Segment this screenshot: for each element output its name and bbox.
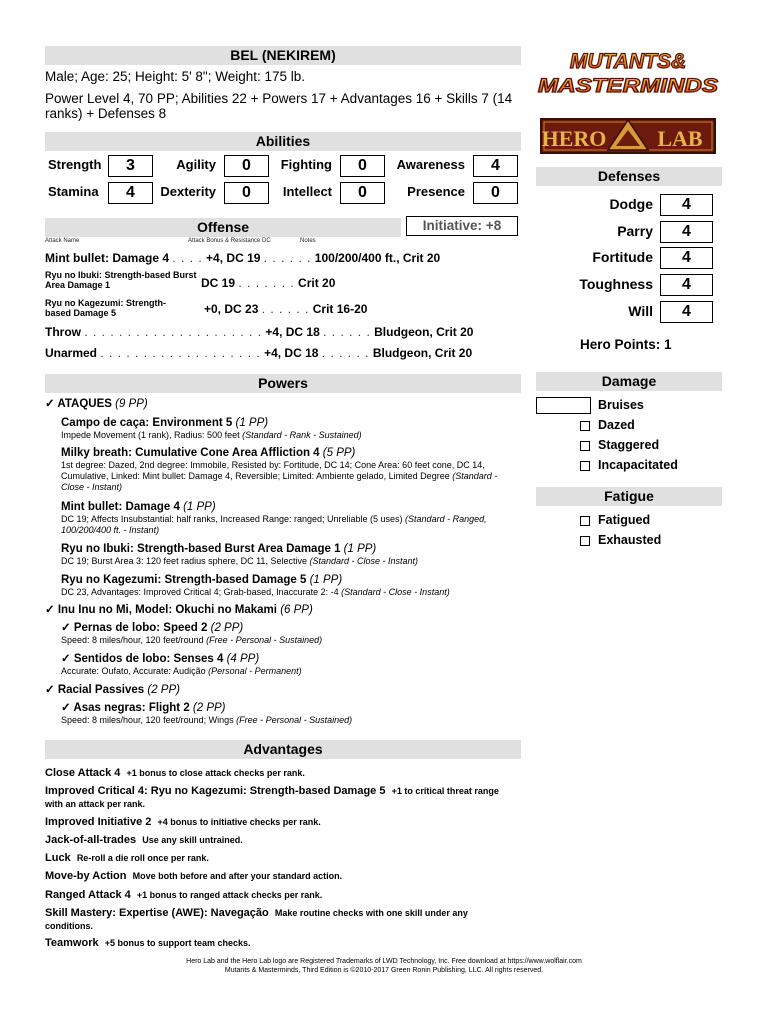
powers-header: Powers xyxy=(45,374,521,393)
power-title: ✓ Inu Inu no Mi, Model: Okuchi no Makami xyxy=(45,604,277,616)
hero-points: Hero Points: 1 xyxy=(580,337,672,352)
power-desc: DC 23, Advantages: Improved Critical 4; Grab-based, Inaccurate 2: -4 xyxy=(61,587,339,597)
advantage-item xyxy=(45,767,515,780)
col-notes: Notes xyxy=(300,238,316,244)
advantage-item xyxy=(45,852,515,865)
defense-value-toughness: 4 xyxy=(660,274,713,296)
ability-value-fighting: 0 xyxy=(340,155,385,177)
power-cost: (5 PP) xyxy=(322,447,356,459)
power-item xyxy=(61,652,521,677)
advantage-item xyxy=(45,834,515,847)
attack-notes: Bludgeon, Crit 20 xyxy=(372,346,473,360)
advantage-name: Move-by Action xyxy=(45,870,127,882)
attack-bonus: +0, DC 23 xyxy=(204,302,259,316)
attack-name: Ryu no Ibuki: Strength-based Burst Area Damage 1 xyxy=(45,270,197,290)
attack-row xyxy=(201,276,335,290)
checkbox-exhausted[interactable] xyxy=(580,536,590,546)
power-group xyxy=(45,397,525,411)
character-name: BEL (NEKIREM) xyxy=(45,46,521,65)
checkbox-staggered[interactable] xyxy=(580,441,590,451)
power-cost: (1 PP) xyxy=(343,543,377,555)
advantage-desc: +5 bonus to support team checks. xyxy=(104,938,251,948)
advantage-name: Close Attack 4 xyxy=(45,767,121,779)
power-action: (Personal - Permanent) xyxy=(208,666,302,676)
character-bio: Male; Age: 25; Height: 5' 8"; Weight: 175 lb. xyxy=(45,69,306,84)
attack-name: Unarmed xyxy=(45,346,98,360)
advantage-name: Skill Mastery: Expertise (AWE): Navegação xyxy=(45,907,269,919)
power-cost: (2 PP) xyxy=(147,684,180,696)
defense-label-will: Will xyxy=(628,303,653,319)
advantage-item xyxy=(45,816,515,829)
attack-row xyxy=(45,251,525,265)
condition-exhausted: Exhausted xyxy=(598,533,662,547)
logo-text-masterminds: MASTERMINDS xyxy=(538,76,719,97)
condition-dazed: Dazed xyxy=(598,418,635,432)
ability-label-awareness: Awareness xyxy=(396,157,465,172)
advantage-desc: +1 bonus to ranged attack checks per rank. xyxy=(136,890,323,900)
power-desc: Accurate: Oufato, Accurate: Audição xyxy=(61,666,206,676)
ability-label-dexterity: Dexterity xyxy=(160,184,216,199)
power-cost: (1 PP) xyxy=(309,574,343,586)
condition-fatigued: Fatigued xyxy=(598,513,651,527)
attack-bonus: +4, DC 19 xyxy=(206,251,261,265)
attack-row xyxy=(204,302,367,316)
power-desc: Speed: 8 miles/hour, 120 feet/round; Wings xyxy=(61,715,234,725)
ability-label-agility: Agility xyxy=(176,157,216,172)
defense-value-parry: 4 xyxy=(660,221,713,243)
defense-value-dodge: 4 xyxy=(660,194,713,216)
defense-value-will: 4 xyxy=(660,301,713,323)
power-cost: (2 PP) xyxy=(210,622,244,634)
advantage-desc: Use any skill untrained. xyxy=(142,835,243,845)
col-attack-bonus: Attack Bonus & Resistance DC xyxy=(188,238,271,244)
power-item xyxy=(61,542,521,567)
power-action: (Standard - Ranged, 100/200/400 ft. - Instant) xyxy=(61,514,487,535)
abilities-header: Abilities xyxy=(45,132,521,151)
power-title: ✓ Sentidos de lobo: Senses 4 xyxy=(61,653,224,665)
advantage-item xyxy=(45,907,515,933)
attack-name: Ryu no Kagezumi: Strength-based Damage 5 xyxy=(45,298,166,318)
mutants-masterminds-logo xyxy=(535,46,721,98)
power-desc: DC 19; Burst Area 3: 120 feet radius sphere, DC 11, Selective xyxy=(61,556,307,566)
ability-value-agility: 0 xyxy=(224,155,269,177)
advantage-name: Teamwork xyxy=(45,937,99,949)
power-item xyxy=(61,573,521,598)
advantage-desc: Re-roll a die roll once per rank. xyxy=(76,853,209,863)
fatigue-header: Fatigue xyxy=(536,487,722,506)
ability-label-presence: Presence xyxy=(407,184,465,199)
power-group xyxy=(45,683,525,697)
damage-header: Damage xyxy=(536,372,722,391)
checkbox-fatigued[interactable] xyxy=(580,516,590,526)
power-cost: (1 PP) xyxy=(235,417,269,429)
advantage-name: Luck xyxy=(45,852,71,864)
advantage-item xyxy=(45,785,515,811)
logo-text-lab: LAB xyxy=(657,126,703,151)
power-action: (Standard - Rank - Sustained) xyxy=(242,430,362,440)
attack-dots: . . . . . . xyxy=(323,325,371,339)
advantage-desc: +4 bonus to initiative checks per rank. xyxy=(157,817,321,827)
attack-dots: . . . . . . xyxy=(321,346,370,360)
attack-row xyxy=(45,346,525,360)
hero-lab-logo xyxy=(540,116,716,156)
attack-dots: . . . . . . xyxy=(263,251,312,265)
defense-label-toughness: Toughness xyxy=(579,276,653,292)
power-title: Ryu no Kagezumi: Strength-based Damage 5 xyxy=(61,574,307,586)
attack-bonus: +4, DC 18 xyxy=(265,325,320,339)
power-desc: DC 19; Affects Insubstantial: half ranks, Increased Range: ranged; Unreliable (5 uses) xyxy=(61,514,403,524)
power-title: Mint bullet: Damage 4 xyxy=(61,501,180,513)
power-action: (Free - Personal - Sustained) xyxy=(206,635,323,645)
defense-label-fortitude: Fortitude xyxy=(592,249,653,265)
power-item xyxy=(61,500,521,536)
ability-value-strength: 3 xyxy=(108,155,153,177)
power-desc: Impede Movement (1 rank), Radius: 500 feet xyxy=(61,430,240,440)
offense-header: Offense xyxy=(45,218,401,237)
power-desc: Speed: 8 miles/hour, 120 feet/round xyxy=(61,635,204,645)
attack-bonus: +4, DC 18 xyxy=(264,346,319,360)
advantage-name: Jack-of-all-trades xyxy=(45,834,137,846)
ability-value-intellect: 0 xyxy=(340,182,385,204)
ability-value-awareness: 4 xyxy=(473,155,518,177)
advantage-desc: +1 to critical threat range with an attack per rank. xyxy=(45,786,499,809)
attack-notes: Crit 16-20 xyxy=(312,302,368,316)
condition-staggered: Staggered xyxy=(598,438,660,452)
power-level-summary: Power Level 4, 70 PP; Abilities 22 + Powers 17 + Advantages 16 + Skills 7 (14 ranks) + Defenses 8 xyxy=(45,91,513,121)
checkbox-dazed[interactable] xyxy=(580,421,590,431)
ability-value-stamina: 4 xyxy=(108,182,153,204)
power-item xyxy=(61,416,521,441)
power-item xyxy=(61,701,521,726)
advantage-name: Improved Critical 4: Ryu no Kagezumi: Strength-based Damage 5 xyxy=(45,785,386,797)
power-item xyxy=(61,446,521,493)
advantage-name: Ranged Attack 4 xyxy=(45,889,131,901)
initiative-value: Initiative: +8 xyxy=(406,216,518,236)
defenses-header: Defenses xyxy=(536,167,722,186)
power-action: (Free - Personal - Sustained) xyxy=(236,715,353,725)
power-cost: (6 PP) xyxy=(280,604,313,616)
attack-bonus: DC 19 xyxy=(201,276,236,290)
power-group xyxy=(45,603,525,617)
ability-label-fighting: Fighting xyxy=(280,157,332,172)
power-title: ✓ Asas negras: Flight 2 xyxy=(61,702,190,714)
ability-label-stamina: Stamina xyxy=(48,184,99,199)
logo-text-mutants: MUTANTS& xyxy=(569,50,687,73)
advantage-item xyxy=(45,870,515,883)
power-action: (Standard - Close - Instant) xyxy=(61,471,498,492)
power-title: Campo de caça: Environment 5 xyxy=(61,417,233,429)
attack-dots: . . . . . . . . . . . . . . . . . . . xyxy=(100,346,261,360)
advantage-item xyxy=(45,889,515,902)
defense-value-fortitude: 4 xyxy=(660,247,713,269)
power-desc: 1st degree: Dazed, 2nd degree: Immobile, Resisted by: Fortitude, DC 14; Cone Area: 60 feet cone, DC 14, Cumulative, Linked: Mint bullet: Damage 4, Reversible; Limited: Ambiente gelado, Limited Degree xyxy=(61,460,485,481)
logo-text-hero: HERO xyxy=(541,126,607,151)
power-cost: (9 PP) xyxy=(115,398,148,410)
power-item xyxy=(61,621,521,646)
power-cost: (4 PP) xyxy=(226,653,260,665)
attack-notes: 100/200/400 ft., Crit 20 xyxy=(314,251,441,265)
attack-dots: . . . . . . . xyxy=(238,276,295,290)
advantages-header: Advantages xyxy=(45,740,521,759)
ability-label-intellect: Intellect xyxy=(282,184,332,199)
condition-incapacitated: Incapacitated xyxy=(598,458,678,472)
attack-name: Throw xyxy=(45,325,81,339)
advantage-desc: +1 bonus to close attack checks per rank. xyxy=(126,768,305,778)
attack-dots: . . . . . . . . . . . . . . . . . . . . . xyxy=(84,325,263,339)
power-title: ✓ Pernas de lobo: Speed 2 xyxy=(61,622,208,634)
advantage-desc: Move both before and after your standard action. xyxy=(132,871,343,881)
attack-name: Mint bullet: Damage 4 xyxy=(45,251,170,265)
power-title: ✓ Racial Passives xyxy=(45,684,145,696)
defense-label-parry: Parry xyxy=(617,223,653,239)
condition-bruises: Bruises xyxy=(598,398,644,412)
attack-row xyxy=(45,325,525,339)
power-action: (Standard - Close - Instant) xyxy=(341,587,450,597)
bruises-counter[interactable] xyxy=(536,397,591,414)
advantage-item xyxy=(45,937,515,950)
ability-label-strength: Strength xyxy=(48,157,102,172)
power-title: Ryu no Ibuki: Strength-based Burst Area Damage 1 xyxy=(61,543,341,555)
power-title: ✓ ATAQUES xyxy=(45,398,112,410)
advantage-desc: Make routine checks with one skill under any conditions. xyxy=(45,908,468,931)
attack-notes: Crit 20 xyxy=(298,276,336,290)
attack-dots: . . . . . . xyxy=(261,302,310,316)
col-attack-name: Attack Name xyxy=(45,238,80,244)
power-action: (Standard - Close - Instant) xyxy=(309,556,419,566)
footer-line-1: Hero Lab and the Hero Lab logo are Registered Trademarks of LWD Technology, Inc. Free download at https://www.wolflair.com xyxy=(186,958,582,965)
power-cost: (2 PP) xyxy=(192,702,226,714)
footer-line-2: Mutants & Masterminds, Third Edition is ©2010-2017 Green Ronin Publishing, LLC. All rights reserved. xyxy=(224,967,544,974)
defense-label-dodge: Dodge xyxy=(609,196,653,212)
checkbox-incapacitated[interactable] xyxy=(580,461,590,471)
ability-value-dexterity: 0 xyxy=(224,182,269,204)
power-cost: (1 PP) xyxy=(183,501,216,513)
attack-dots: . . . . xyxy=(172,251,203,265)
attack-notes: Bludgeon, Crit 20 xyxy=(374,325,474,339)
ability-value-presence: 0 xyxy=(473,182,518,204)
advantage-name: Improved Initiative 2 xyxy=(45,816,152,828)
power-title: Milky breath: Cumulative Cone Area Affliction 4 xyxy=(61,447,320,459)
